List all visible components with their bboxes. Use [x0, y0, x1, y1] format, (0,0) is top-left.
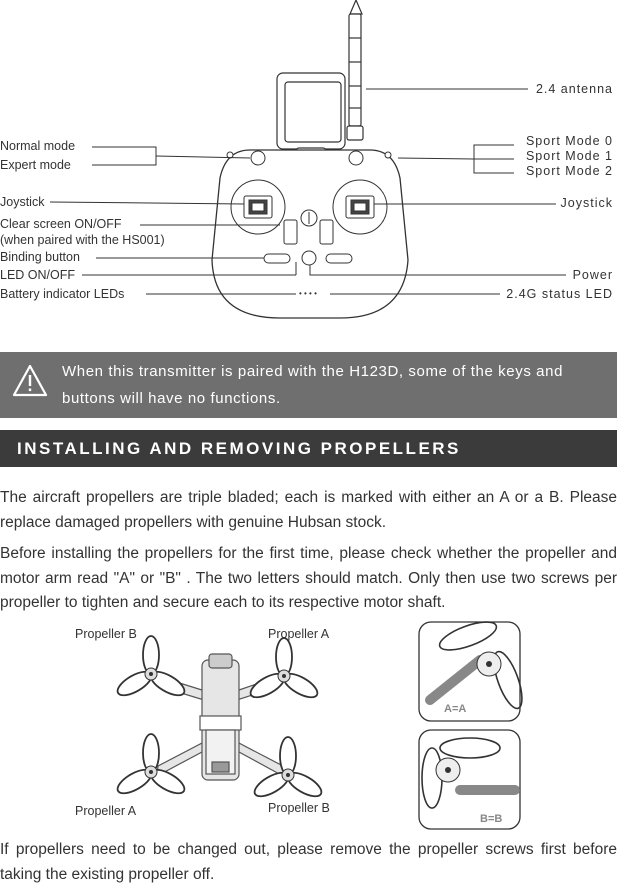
label-sport-mode-2: Sport Mode 2 — [525, 164, 613, 178]
label-sport-mode-1: Sport Mode 1 — [525, 149, 613, 163]
label-sport-mode-0: Sport Mode 0 — [525, 134, 613, 148]
label-clear-screen-note: (when paired with the HS001) — [0, 233, 165, 247]
label-propeller-top-right: Propeller A — [268, 627, 330, 641]
detail-b-caption: B=B — [480, 813, 503, 825]
paragraph-propellers-intro: The aircraft propellers are triple bladed; each is marked with either an A or a B. Please replace damaged propellers with genuine Hubsan stock. — [0, 489, 617, 531]
detail-b-image — [419, 730, 520, 829]
detail-a-image — [419, 616, 528, 721]
label-normal-mode: Normal mode — [0, 139, 76, 153]
label-led-onoff: LED ON/OFF — [0, 268, 76, 282]
label-status-led: 2.4G status LED — [506, 287, 613, 301]
label-clear-screen: Clear screen ON/OFF — [0, 217, 122, 231]
paragraph-propellers-install: Before installing the propellers for the first time, please check whether the propeller and motor arm read "A" or "B" . The two letters should match. Only then use two screws per propeller to tighten and secure each to its respective motor shaft. — [0, 545, 617, 611]
section-title: INSTALLING AND REMOVING PROPELLERS — [17, 439, 461, 458]
paragraph-propellers-remove: If propellers need to be changed out, please remove the propeller screws first before taking the existing propeller off. — [0, 841, 617, 883]
detail-a-caption: A=A — [444, 703, 467, 715]
label-battery-leds: Battery indicator LEDs — [0, 287, 125, 301]
label-propeller-top-left: Propeller B — [75, 627, 137, 641]
propeller-top-left — [114, 636, 188, 700]
label-propeller-bottom-right: Propeller B — [268, 801, 330, 815]
label-antenna: 2.4 antenna — [535, 82, 613, 96]
drone-body — [157, 654, 283, 780]
label-left-joystick: Joystick — [0, 195, 45, 209]
label-expert-mode: Expert mode — [0, 158, 71, 172]
label-propeller-bottom-left: Propeller A — [75, 804, 137, 818]
warning-text: When this transmitter is paired with the H123D, some of the keys and buttons will have no functions. — [62, 363, 564, 407]
svg-text:• • • •: • • • • — [299, 289, 317, 298]
label-right-joystick: Joystick — [560, 196, 613, 210]
propeller-bottom-right — [251, 737, 325, 801]
propeller-top-right — [247, 638, 321, 702]
label-power: Power — [572, 268, 613, 282]
label-binding-button: Binding button — [0, 250, 80, 264]
